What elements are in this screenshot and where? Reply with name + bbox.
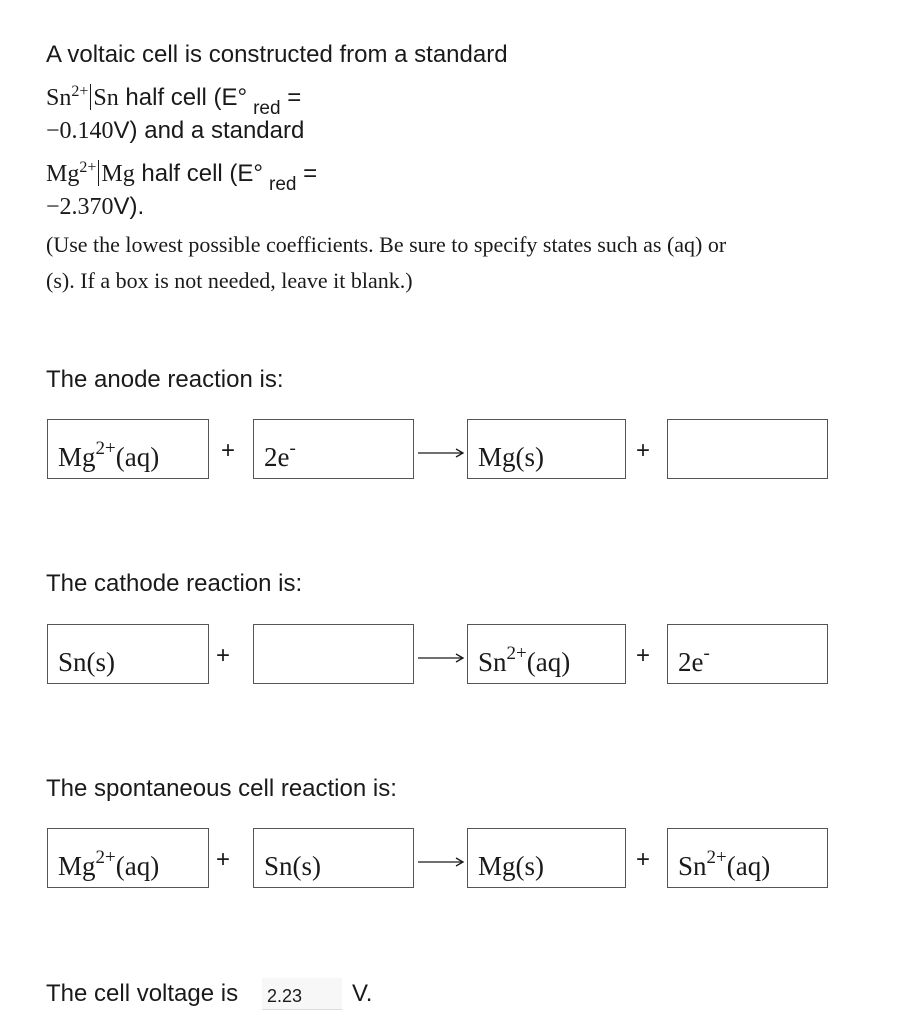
anode-reactant-1-box[interactable]: $Mg^{2+}(aq)$ <box>47 419 209 479</box>
cathode-reactant-2-box[interactable] <box>253 624 414 684</box>
voltage-unit: V. <box>352 980 373 1007</box>
plus-sign: + <box>215 846 230 873</box>
cathode-label: The cathode reaction is: <box>46 570 303 597</box>
voltage-label: The cell voltage is <box>46 980 239 1007</box>
anode-product-1-box[interactable]: Mg(s) <box>467 419 626 479</box>
cathode-product-2-box[interactable]: 2e- <box>667 624 828 684</box>
overall-reactant-1-box[interactable]: $Mg^{2+}(aq)$ <box>47 828 209 888</box>
anode-product-2-box[interactable] <box>667 419 828 479</box>
half-cell-mg-value: −2.370V). <box>46 193 145 220</box>
anode-reactant-2-box[interactable]: 2e- <box>253 419 414 479</box>
reaction-arrow-icon <box>416 651 466 665</box>
overall-product-2-box[interactable]: $Sn^{2+}(aq)$ <box>667 828 828 888</box>
cell-voltage-input[interactable]: 2.23 <box>262 978 342 1010</box>
instruction-line-2: (s). If a box is not needed, leave it blank.) <box>46 268 413 293</box>
plus-sign: + <box>635 437 650 464</box>
half-cell-sn: $Sn^{2+}$ Sn half cell (E° $_{red}$ = <box>46 83 302 119</box>
question-intro: A voltaic cell is constructed from a standard <box>46 41 508 68</box>
cathode-product-1-box[interactable]: $Sn^{2+}(aq)$ <box>467 624 626 684</box>
reaction-arrow-icon <box>416 446 466 460</box>
half-cell-mg: $Mg^{2+}$ Mg half cell (E° $_{red}$ = <box>46 159 318 195</box>
overall-product-1-box[interactable]: Mg(s) <box>467 828 626 888</box>
plus-sign: + <box>215 642 230 669</box>
cathode-reactant-1-box[interactable]: Sn(s) <box>47 624 209 684</box>
plus-sign: + <box>220 437 235 464</box>
overall-label: The spontaneous cell reaction is: <box>46 775 397 802</box>
plus-sign: + <box>635 846 650 873</box>
plus-sign: + <box>635 642 650 669</box>
anode-label: The anode reaction is: <box>46 366 284 393</box>
instruction-line-1: (Use the lowest possible coefficients. Be sure to specify states such as (aq) or <box>46 232 727 257</box>
half-cell-sn-value: −0.140V) and a standard <box>46 117 305 144</box>
overall-reactant-2-box[interactable]: Sn(s) <box>253 828 414 888</box>
reaction-arrow-icon <box>416 855 466 869</box>
